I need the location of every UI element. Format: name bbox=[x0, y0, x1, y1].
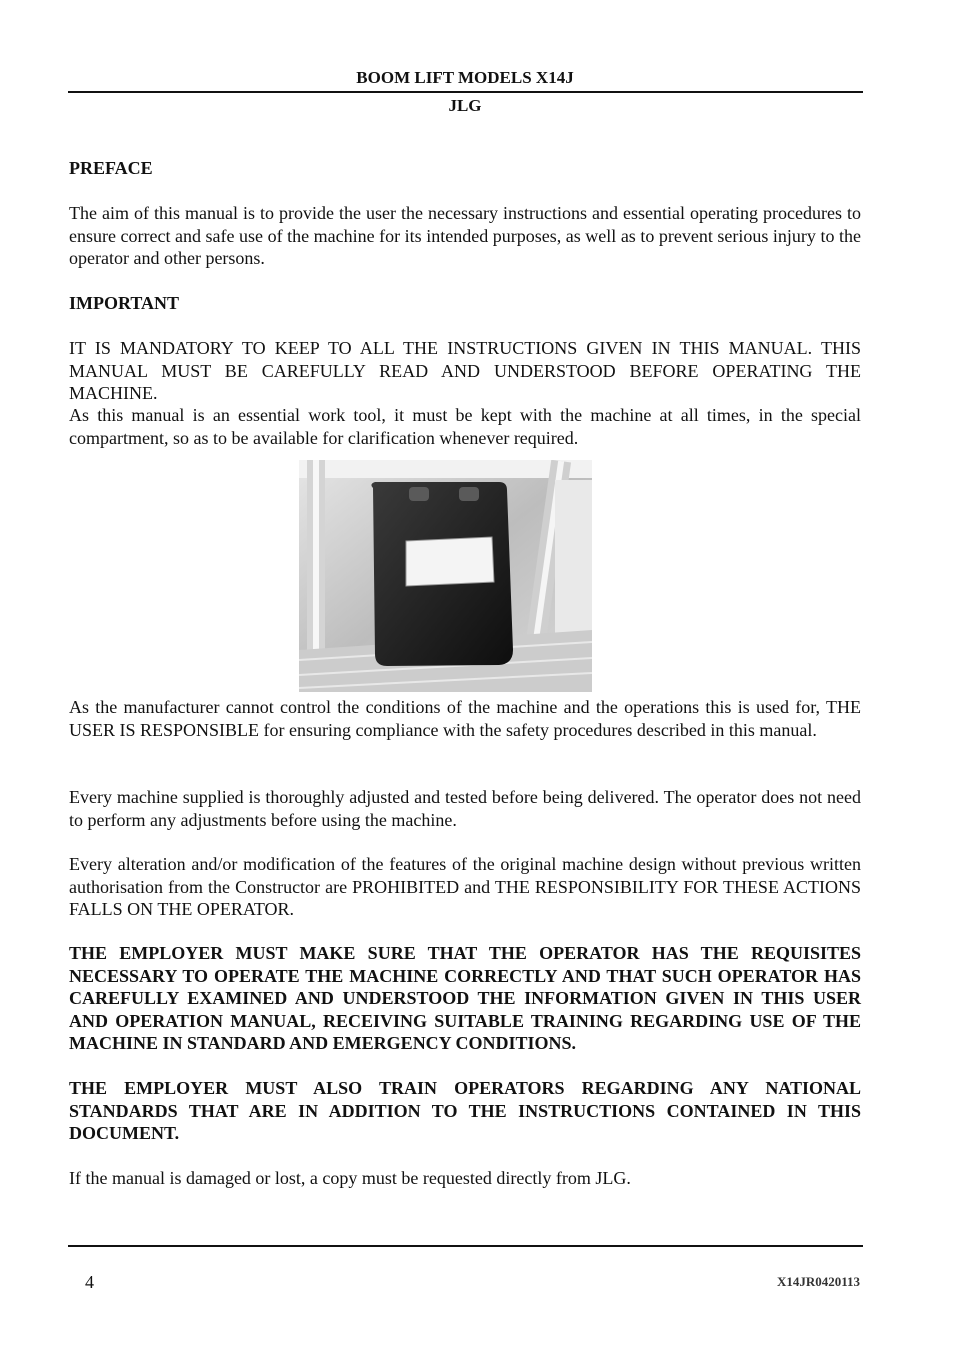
adjusted-paragraph: Every machine supplied is thoroughly adjusted and tested before being delivered. The operator does not need to perform any adjustments before using the machine. bbox=[69, 787, 861, 830]
lost-manual-paragraph: If the manual is damaged or lost, a copy must be requested directly from JLG. bbox=[69, 1168, 631, 1188]
mandatory-paragraph: IT IS MANDATORY TO KEEP TO ALL THE INSTRUCTIONS GIVEN IN THIS MANUAL. THIS MANUAL MUST BE CAREFULLY READ AND UNDERSTOOD BEFORE OPERATING THE MACHINE. bbox=[69, 338, 861, 403]
header-title: BOOM LIFT MODELS X14J bbox=[356, 68, 574, 87]
important-heading: IMPORTANT bbox=[69, 293, 180, 313]
manufacturer-paragraph: As the manufacturer cannot control the conditions of the machine and the operations this is used for, THE USER IS RESPONSIBLE for ensuring compliance with the safety procedures described in this manual. bbox=[69, 697, 861, 740]
document-code: X14JR0420113 bbox=[776, 1274, 860, 1289]
essential-tool-paragraph: As this manual is an essential work tool, it must be kept with the machine at all times, in the special compartment, so as to be available for clarification whenever required. bbox=[69, 405, 861, 448]
preface-paragraph: The aim of this manual is to provide the user the necessary instructions and essential operating procedures to ensure correct and safe use of the machine for its intended purposes, as well as to prevent serious injury to the operator and other persons. bbox=[69, 203, 861, 268]
page-number: 4 bbox=[85, 1272, 94, 1292]
employer-requisites-paragraph: THE EMPLOYER MUST MAKE SURE THAT THE OPERATOR HAS THE REQUISITES NECESSARY TO OPERATE THE MACHINE CORRECTLY AND THAT SUCH OPERATOR HAS CAREFULLY EXAMINED AND UNDERSTOOD THE INFORMATION GIVEN IN THIS USER AND OPERATION MANUAL, RECEIVING SUITABLE TRAINING REGARDING USE OF THE MACHINE IN STANDARD AND EMERGENCY CONDITIONS. bbox=[69, 943, 861, 1053]
header-brand: JLG bbox=[448, 96, 482, 115]
footer-divider bbox=[68, 1245, 863, 1247]
employer-training-paragraph: THE EMPLOYER MUST ALSO TRAIN OPERATORS REGARDING ANY NATIONAL STANDARDS THAT ARE IN ADDITION TO THE INSTRUCTIONS CONTAINED IN THIS DOCUMENT. bbox=[69, 1078, 861, 1143]
alteration-paragraph: Every alteration and/or modification of the features of the original machine design without previous written authorisation from the Constructor are PROHIBITED and THE RESPONSIBILITY FOR THESE ACTIONS FALLS ON THE OPERATOR. bbox=[69, 854, 861, 919]
preface-heading: PREFACE bbox=[69, 158, 153, 178]
manual-compartment-photo bbox=[299, 460, 592, 692]
header-divider bbox=[68, 91, 863, 93]
